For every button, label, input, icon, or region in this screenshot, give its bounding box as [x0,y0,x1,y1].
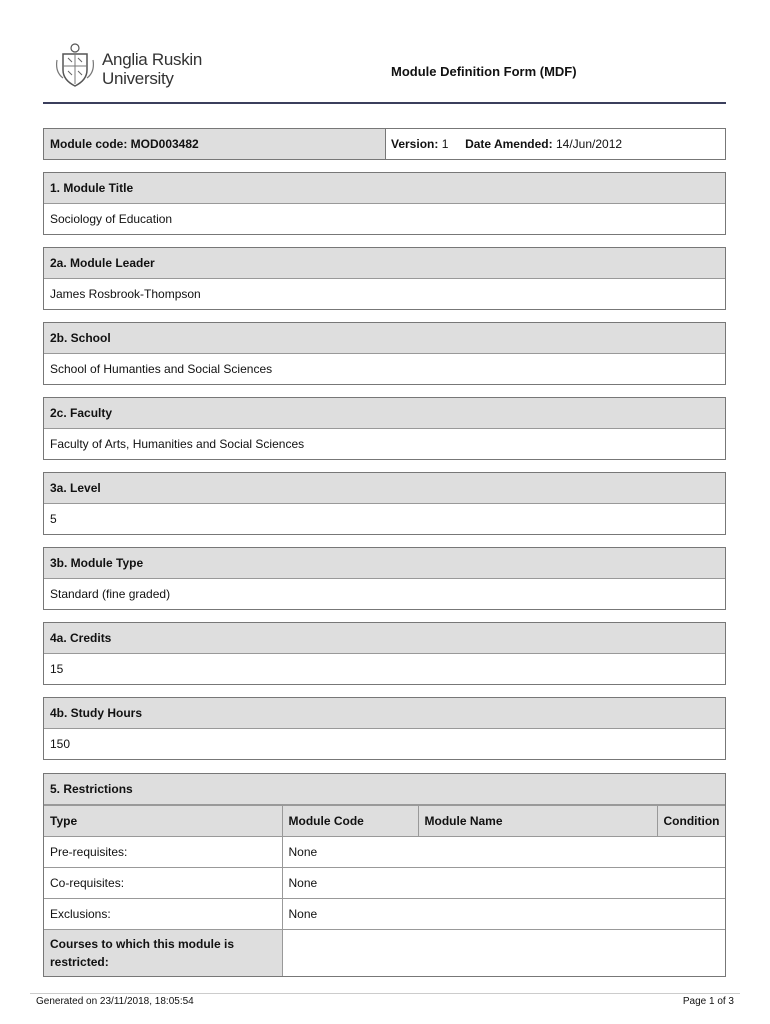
footer-divider [30,993,740,994]
section-value: 150 [50,737,71,751]
date-amended-label: Date Amended: [465,137,553,151]
section-header: 4a. Credits [44,623,725,654]
courses-restricted-value [282,930,725,977]
section-header: 5. Restrictions [44,774,725,805]
table-header-row [44,806,725,837]
version-value: 1 [441,137,449,151]
table-row [44,837,725,868]
section-value: 5 [50,512,57,526]
section-level [43,472,726,535]
column-header-condition: Condition [657,806,725,837]
section-module-title [43,172,726,235]
date-amended-value: 14/Jun/2012 [555,137,623,151]
table-row [44,899,725,930]
module-code-row [43,128,726,160]
section-value: School of Humanties and Social Sciences [50,362,273,376]
logo-text-line1: Anglia Ruskin [102,50,203,69]
restriction-code: None [282,837,725,868]
section-value: 15 [50,662,64,676]
section-value: Standard (fine graded) [50,587,171,601]
university-crest-icon [55,40,95,88]
column-header-module-name: Module Name [418,806,657,837]
column-header-module-code: Module Code [282,806,418,837]
restriction-code: None [282,899,725,930]
section-header: 1. Module Title [44,173,725,204]
section-header: 3b. Module Type [44,548,725,579]
section-value: James Rosbrook-Thompson [50,287,201,301]
column-header-type: Type [44,806,282,837]
header-divider [43,102,726,104]
section-header: 3a. Level [44,473,725,504]
table-row [44,868,725,899]
section-header: 2a. Module Leader [44,248,725,279]
version-label: Version: [391,137,439,151]
module-code: Module code: MOD003482 [44,129,386,159]
university-logo [55,40,225,90]
section-module-leader [43,247,726,310]
form-title: Module Definition Form (MDF) [391,64,577,79]
section-value: Faculty of Arts, Humanities and Social Sciences [50,437,305,451]
logo-text-line2: University [102,69,174,88]
restrictions-table [44,805,725,976]
section-study-hours [43,697,726,760]
section-credits [43,622,726,685]
section-header: 4b. Study Hours [44,698,725,729]
restriction-type: Pre-requisites: [44,837,282,868]
courses-restricted-label: Courses to which this module is restricted: [44,930,282,977]
section-header: 2c. Faculty [44,398,725,429]
page-number: Page 1 of 3 [682,996,734,1007]
section-value: Sociology of Education [50,212,173,226]
restriction-type: Exclusions: [44,899,282,930]
restriction-code: None [282,868,725,899]
section-restrictions [43,773,726,977]
restriction-type: Co-requisites: [44,868,282,899]
generated-timestamp: Generated on 23/11/2018, 18:05:54 [36,996,194,1007]
version-date-info [391,129,622,159]
section-school [43,322,726,385]
section-faculty [43,397,726,460]
table-row [44,930,725,977]
section-header: 2b. School [44,323,725,354]
section-module-type [43,547,726,610]
